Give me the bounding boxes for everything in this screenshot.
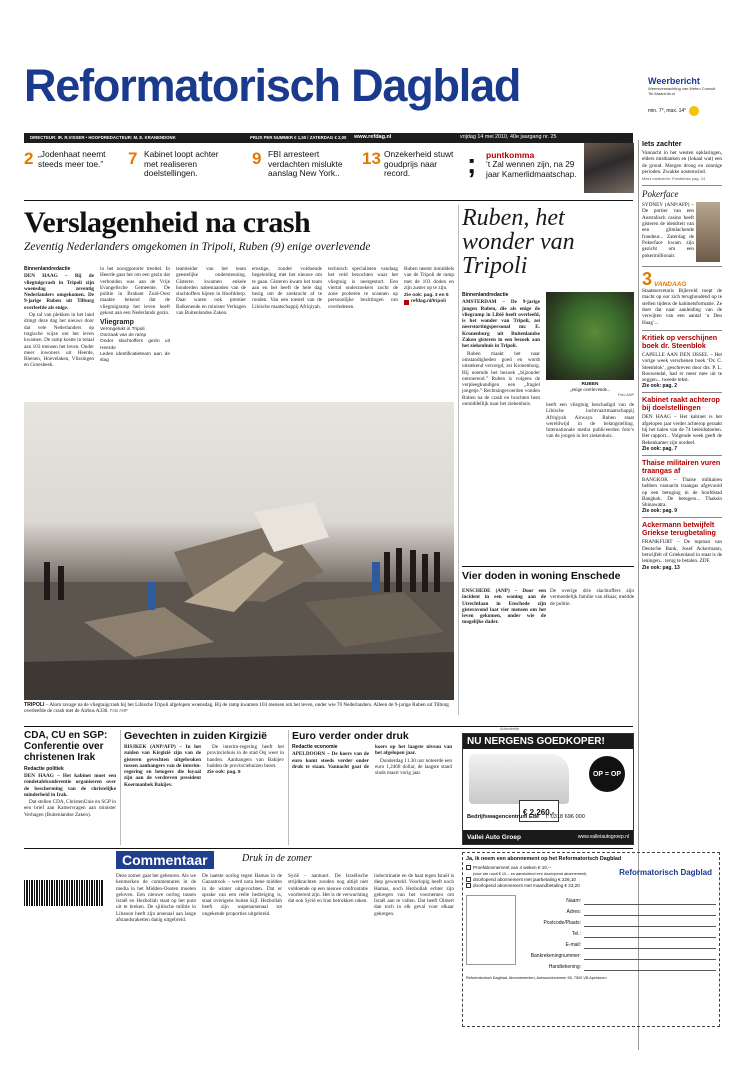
sidebar-item-ref[interactable]: Zie ook: pag. 2 bbox=[642, 383, 678, 390]
main-body: teamleider van het team geestelijke ondersteuning. Gisteren kwamen enkele honderden nabestaanden van de slachtoffers bijeen in Hoofddorp. Daar waren ook premier Balkenende en minister Verhagen van Buitenlandse Zaken. bbox=[176, 266, 246, 317]
teaser-page-number: 2 bbox=[24, 149, 34, 168]
bottom-story-lead: APELDOORN – De koers van de euro komt steeds verder onder druk te staan. Vannacht gaat de koers op het laagste niveau van het afgelopen jaar. bbox=[292, 744, 452, 770]
bottom-story-3[interactable] bbox=[292, 730, 452, 776]
main-body: technisch specialisten vandaag het veld bezochten waar het vliegtuig is neergestort. Een viertal onderzoekers zocht de zone proberen te scannen op persoonlijke bezittingen van overledenen. bbox=[328, 266, 398, 310]
commentaar-title-box bbox=[116, 851, 214, 869]
subscription-option-label: doorlopend abonnement met maandbetaling € 23,20 bbox=[473, 883, 580, 888]
main-story-col-3 bbox=[176, 266, 246, 317]
form-field-label: Tel.: bbox=[571, 930, 581, 937]
photo-caption-text: – Alom ravage na de vliegtuigcrash bij het Libische Tripoli afgelopen woensdag. Bij de ramp kwamen 103 mensen om het leven, onder wie 70 Nederlanders. Alleen de 9-jarige Ruben uit Tilburg overleefde de crash met de Airbus A330. bbox=[24, 702, 449, 715]
teaser-text: Onzekerheid stuwt goudprijs naar record. bbox=[384, 149, 454, 179]
sidebar bbox=[642, 140, 722, 571]
masthead-title: Reformatorisch Dagblad bbox=[24, 60, 521, 111]
sidebar-item-title[interactable]: Ackermann betwijfelt Griekse terugbetaling bbox=[642, 520, 716, 538]
commentaar-col-3 bbox=[288, 873, 368, 905]
iets-zachter-credit: Meer meteoinfo: Pointeinke pag. 14 bbox=[642, 176, 706, 182]
subscription-option-label: Proefabonnement van 4 weken € 10,-- bbox=[473, 865, 552, 870]
weather-box bbox=[648, 76, 720, 116]
main-story-col-2 bbox=[100, 266, 170, 364]
puntkomma-box[interactable] bbox=[486, 150, 582, 179]
subscription-header: Ja, ik neem een abonnement op het Reformatorisch Dagblad bbox=[466, 856, 622, 862]
crash-scene-illustration bbox=[24, 402, 454, 700]
commentaar-col-2 bbox=[202, 873, 282, 918]
puntkomma-icon: ; bbox=[467, 148, 477, 179]
main-story-col-4 bbox=[252, 266, 322, 311]
ad-kicker: Advertentie bbox=[500, 727, 520, 731]
ruben-caption-title: RUBEN bbox=[581, 382, 599, 387]
form-field-label: Adres: bbox=[566, 908, 581, 915]
advertisement[interactable] bbox=[462, 733, 634, 845]
form-field-label: Naam: bbox=[566, 897, 581, 904]
bottom-story-lead: DEN HAAG – Het kabinet moet een rondetafelconferentie organiseren over de bescherming van de christelijke minderheid in Irak. bbox=[24, 773, 116, 798]
ruben-headline[interactable]: Ruben, het wonder van Tripoli bbox=[462, 205, 575, 279]
bottom-story-1[interactable] bbox=[24, 730, 116, 819]
main-photo bbox=[24, 402, 454, 700]
ad-brand: Valleì Auto Groep bbox=[467, 833, 521, 841]
teaser-page-number: 7 bbox=[128, 149, 138, 168]
enschede-col-2 bbox=[550, 588, 634, 608]
ruben-caption-credit: Foto ANP bbox=[617, 393, 634, 398]
vliegramp-item: Leden identificatieteam aan de slag bbox=[100, 351, 170, 364]
weather-temps: min. 7°, max. 14° bbox=[648, 108, 687, 114]
bottom-story-headline: Euro verder onder druk bbox=[292, 730, 409, 742]
pokerface-title: Pokerface bbox=[642, 189, 679, 200]
bottom-story-headline: CDA, CU en SGP: Conferentie over christenen Irak bbox=[24, 730, 108, 763]
masthead-editors: DIRECTEUR: IR. R.VISSER • HOOFDREDACTEUR: M. E. KRANENDONK bbox=[30, 135, 176, 140]
ad-title: NU NERGENS GOEDKOPER! bbox=[463, 734, 633, 749]
enschede-body: De overige drie slachtoffers zijn vermoedelijk familie van elkaar, meldde de politie. bbox=[550, 588, 634, 607]
ad-dealer: Bedrijfswagencentrum Ede bbox=[467, 814, 540, 820]
commentaar-col-1 bbox=[116, 873, 196, 924]
form-field-label: Handtekening: bbox=[548, 963, 581, 970]
teaser-page-number: 13 bbox=[362, 149, 381, 168]
sidebar-item-title[interactable]: Kritiek op verschijnen boek dr. Steenblok bbox=[642, 332, 718, 350]
main-ref-link[interactable] bbox=[404, 299, 454, 305]
enschede-col-1 bbox=[462, 588, 546, 627]
commentaar-subtitle: Druk in de zomer bbox=[242, 853, 312, 864]
arrow-icon bbox=[404, 300, 409, 305]
ad-phone: T: 0318 696 000 bbox=[544, 814, 585, 820]
teaser-1[interactable] bbox=[24, 150, 124, 169]
photo-caption-credit: Foto ANP bbox=[109, 708, 128, 714]
iets-zachter-text: Vannacht in het westen opklaringen, elders mistbanken en (lokaal wat) een de grond. Morgen droog en zonnige perioden. Zwakke oostenwind. bbox=[642, 150, 722, 175]
signature-field[interactable] bbox=[584, 963, 716, 971]
main-headline[interactable]: Verslagenheid na crash bbox=[24, 206, 311, 239]
main-body: ernstige, zonder voldoende begeleiding met het nieuwe om te gaan. Gisteren kwam het team aan en het heeft de hele dag bezig om de zoektocht af te ronden. Van een toestel van de Libische maatschappij Afriqiyah. bbox=[252, 266, 322, 310]
sidebar-item-text: DEN HAAG – Het kabinet is het afgelopen jaar verder achterop geraakt bij het halen van de 74 beleidsdoelen. Het rapport... Volgende week geeft de Rekenkamer zijn oordeel. bbox=[642, 414, 722, 446]
commentaar-title: Commentaar bbox=[122, 852, 208, 868]
checkbox[interactable] bbox=[466, 883, 471, 888]
sidebar-item-title[interactable]: Kabinet raakt achterop bij doelstellingen bbox=[642, 395, 720, 413]
subscription-footer: Reformatorisch Dagblad, Abonnementen, Antwoordnummer 55, 7500 VB Apeldoorn bbox=[466, 976, 607, 980]
subscription-option-note: (voor wie nooit € 10,-- en aansluitend een doorlopend abonnement) bbox=[473, 872, 587, 876]
subscription-option[interactable] bbox=[466, 883, 616, 889]
sidebar-item-text: FRANKFURT – De topman van Deutsche Bank, Josef Ackermann, betwijfelt of Griekenland in staat is de leningen... terug te betalen. ZDF. bbox=[642, 539, 722, 565]
vandaag-text: Staatssecretaris Bijleveld roept de macht op oor zich terughoudend op te stellen tijdens de kabinetsformatie. Ze doet dat naar aanleiding van de verwijten van een aantal ‘a Den Haag’... bbox=[642, 288, 722, 326]
vliegramp-item: Oorzaak van de ramp bbox=[100, 332, 147, 338]
ruben-photo bbox=[546, 292, 634, 380]
sun-icon bbox=[689, 106, 699, 116]
teaser-text: Kabinet loopt achter met realiseren doelstellingen. bbox=[144, 149, 219, 179]
sidebar-item-text: CAPELLE AAN DEN IJSSEL – Het vorige week verschenen boek ‘Dr. C. Steenblok’, geschreven door drs. P. L. Rouwendal, had er meer mee uit te zeggen... tweede tekst. bbox=[642, 351, 722, 384]
subscription-option-label: doorlopend abonnement met jaarbetaling € 226,10 bbox=[473, 877, 576, 882]
vliegramp-title: Vliegramp bbox=[100, 319, 134, 327]
form-field-label: Postcode/Plaats: bbox=[543, 919, 581, 926]
teaser-page-number: 9 bbox=[252, 149, 262, 168]
bottom-story-kicker: Redactie economie bbox=[292, 744, 338, 750]
commentaar-body: Syrië – aantuurt. De Israëlische strijdkrachten zouden nog altijd niet voldoende op een nieuwe confrontatie voorbereid zijn. Het is de verwachting dat ook Syrië en Iran betrokken raken. bbox=[288, 873, 368, 905]
main-story-col-5 bbox=[328, 266, 398, 311]
barcode bbox=[24, 880, 104, 906]
ad-url[interactable]: www.valleiautogroep.nl bbox=[577, 834, 629, 840]
ruben-col-1 bbox=[462, 292, 540, 408]
vandaag-label: VANDAAG bbox=[654, 281, 687, 289]
vliegramp-item: Onder slachtoffers gezin uit Heerde bbox=[100, 339, 170, 351]
vandaag-number: 3 bbox=[642, 269, 653, 290]
bottom-story-headline: Gevechten in zuiden Kirgizië bbox=[124, 730, 267, 742]
ad-van-image bbox=[469, 754, 569, 804]
enschede-headline[interactable]: Vier doden in woning Enschede bbox=[462, 570, 621, 582]
iets-zachter-title: Iets zachter bbox=[642, 139, 682, 148]
main-body: Op tal van plekken in het land dringt deze dag het nieuws door dat vele Nederlanders op tragische wijze om het leven kwamen. De ramp kostte in totaal aan 103 mensen het leven. Onder meer inwoners uit Heerde, Rhenen, Hoevelaken, Vlissingen en Groesbeek. bbox=[24, 312, 95, 369]
main-story-col-1 bbox=[24, 266, 94, 370]
checkbox[interactable] bbox=[466, 877, 471, 882]
ruben-body: Ruben maakt het naar omstandigheden goed en wordt uitstekend verzorgd, zei Kronenburg. Hij noemde het bezoek „bijzonder ontroerend.” Ruben is volgens de verpleegkundigen een „fragiel jongetje.” Rechtsingevoerden vonden Ruben na de crash en brachten hem onmiddellijk naar het ziekenhuis. bbox=[462, 350, 540, 408]
sidebar-item-ref[interactable]: Zie ook: pag. 9 bbox=[642, 508, 678, 515]
main-body: in het noorgpotorte treeltel. In Heerde gaat het om een gezin dat verbonden was aan de Vrije Evangelische Gemeente. De politie in Brabant Zuid-Oost maakte bekend dat de vliegtuigramp het leven heeft gekost aan een Nederlands gezin. bbox=[100, 266, 170, 317]
photo-caption bbox=[24, 702, 454, 715]
postcode-field[interactable] bbox=[584, 919, 716, 927]
ad-badge-text: OP = OP bbox=[592, 770, 622, 778]
checkbox[interactable] bbox=[466, 865, 471, 870]
ruben-col-2 bbox=[546, 402, 634, 441]
main-deck: Zeventig Nederlanders omgekomen in Tripoli, Ruben (9) enige overlevende bbox=[24, 241, 371, 253]
address-field[interactable] bbox=[584, 908, 716, 916]
ruben-photo-caption bbox=[546, 382, 634, 399]
form-field-label: Bankrekeningnummer: bbox=[530, 952, 581, 959]
ad-badge bbox=[589, 756, 625, 792]
bottom-story-text: De interim-regering heeft het provinciehuis in de stad Osj weer in handen. Aanhangers van Bakijev hadden de provinciehuizen bezet. bbox=[207, 744, 284, 769]
main-ref[interactable]: Zie ook: pag. 3 en 5 bbox=[404, 293, 449, 299]
ad-price: € 2.260,- bbox=[523, 808, 555, 817]
main-ref-link-text: refdag.nl/tripoli bbox=[411, 299, 446, 305]
bottom-story-text: Donderdag 11.30 uur noteerde een euro 1,2468 dollar, de laagste stand sinds maart vorig jaar. bbox=[375, 757, 452, 777]
commentaar-body: De laatste oorlog tegen Hamas in de Gazastrook – werd nota bene midden in de winter uitgevochten. Dat er sprake van een reële bedreiging is, staat overigens buiten kijf. Hezbollah heeft zijn wapenarsenaal tot ongekende proporties uitgebreid. bbox=[202, 873, 282, 917]
ruben-kicker: Binnenlandredactie bbox=[462, 292, 509, 298]
puntkomma-photo bbox=[584, 143, 634, 193]
main-kicker: Binnenlandredactie bbox=[24, 266, 71, 272]
main-body: Ruben neemt inmiddels van de Tripoli de ramp met de 103 doden en zijn zuster op te zijn. bbox=[404, 266, 454, 291]
teaser-text: FBI arresteert verdachten mislukte aanslag New York.. bbox=[268, 149, 343, 179]
email-field[interactable] bbox=[584, 941, 716, 949]
bottom-story-text: Dat stellen CDA, ChristenUnie en SGP in een brief aan Kamervragen aan minister Verhagen (Buitenlandse Zaken). bbox=[24, 799, 116, 818]
masthead-date: vrijdag 14 mei 2010, 40e jaargang nr. 25 bbox=[460, 134, 557, 140]
teaser-2[interactable] bbox=[128, 150, 238, 179]
enschede-lead: ENSCHEDE (ANP) – Door een incident in een woning aan de Utrechtlaan in Enschede zijn gisteravond laat vier mensen om het leven gekomen, onder wie de mogelijke dader. bbox=[462, 588, 546, 626]
bottom-story-ref[interactable]: Zie ook: pag. 9 bbox=[207, 770, 241, 776]
teaser-text: „Jodenhaat neemt steeds meer toe.” bbox=[38, 149, 106, 169]
masthead-url[interactable]: www.refdag.nl bbox=[354, 134, 392, 140]
sidebar-item-ref[interactable]: Zie ook: pag. 7 bbox=[642, 445, 678, 452]
weather-sub: Weersverwachting van Meteo Consult Tel-Maaninfo.nl bbox=[648, 86, 716, 96]
commentaar-body: Deze zomer gaat het gebeuren. Als we kenmerken de commentaren in de media in het Midden-Oosten moeten geloven. Een nieuwe oorlog tussen Israël en Hezbollah staat op het punt uit te breken. De sjiitische militie in Libanon heeft zijn arsenaal aan lange afstandsraketten danig uitgebreid. bbox=[116, 873, 196, 924]
subscription-logo: Reformatorisch Dagblad bbox=[619, 868, 712, 877]
weather-title: Weerbericht bbox=[648, 76, 700, 86]
sidebar-item-title[interactable]: Thaise militairen vuren traangas af bbox=[642, 457, 721, 475]
sidebar-item-ref[interactable]: Zie ook: pag. 13 bbox=[642, 564, 680, 571]
postage-stamp bbox=[466, 895, 516, 965]
phone-field[interactable] bbox=[584, 930, 716, 938]
main-story-col-6 bbox=[404, 266, 454, 306]
commentaar-col-4 bbox=[374, 873, 454, 918]
pokerface-text: SYDNEY (ANP/AFP) – De portier van een Australisch casino heeft gisteren de identiteit van een glimlachende fraudeur... Zaterdag de Pokerface kwam zijn gezicht om een pokermillionair. bbox=[642, 202, 694, 259]
bottom-story-kicker: Redactie politiek bbox=[24, 766, 64, 772]
sidebar-item-text: BANGKOK – Thaise militairen hebben vannacht traangas afgevuurd op een betoging in de hoofdstad Bangkok. De betogers... Thaksin Shinawatra. bbox=[642, 476, 722, 509]
puntkomma-text: ‘t Zal wennen zijn, na 29 jaar Kamerlidmaatschap. bbox=[486, 160, 577, 179]
main-lead: DEN HAAG – Bij de vliegtuigcrash in Tripoli zijn woensdag zeventig Nederlanders omgekomen. De 9-jarige Ruben uit Tilburg overleefde als enige. bbox=[24, 273, 94, 311]
photo-caption-label: TRIPOLI bbox=[24, 702, 45, 708]
ruben-lead: AMSTERDAM – De 9-jarige jongen Ruben, die als enige de vliegramp in Libië heeft overleefd, is het wonder van Tripoli, zei neerstortingspersonal mr. E. Kronenburg uit Buitenlandse Zaken gisteren in een bezoek aan het ziekenhuis in Tripoli. bbox=[462, 299, 540, 350]
bottom-story-2[interactable] bbox=[124, 730, 284, 788]
vliegramp-box bbox=[100, 320, 170, 364]
form-field-label: E-mail: bbox=[565, 941, 581, 948]
bottom-story-lead: BISJKEK (ANP/AFP) – In het zuiden van Kirgizië zijn van de gisteren gevechten uitgebroken tussen aanhangers van de interim-regering en betogers die loyaal zijn aan de verdreven president Koermanbek Bakijev. bbox=[124, 744, 201, 788]
teaser-3[interactable] bbox=[252, 150, 362, 179]
ruben-caption-text: „enige overlevende... bbox=[569, 387, 611, 393]
bank-account-field[interactable] bbox=[584, 952, 716, 960]
masthead-price: PRIJS PER NUMMER € 1,50 / ZATERDAG € 2,00 bbox=[250, 135, 347, 140]
ruben-body: heeft een vliegtuig beschadigd van de Libische luchtvaartmaatschappij Afriqiyah Airways. Ruben staat wereldwijd in de belangstelling. Internationale media publiceerden foto’s van de jongen in het ziekenhuis. bbox=[546, 402, 634, 440]
vliegramp-item: Verongelukt in Tripoli bbox=[100, 326, 145, 332]
puntkomma-title: puntkomma bbox=[486, 150, 535, 160]
pokerface-photo bbox=[696, 202, 720, 262]
teaser-4[interactable] bbox=[362, 150, 462, 179]
name-field[interactable] bbox=[584, 897, 716, 905]
subscription-coupon[interactable] bbox=[462, 852, 720, 1027]
commentaar-body: indoctrinatie en de haat tegen Israël is diep geworteld. Voorlopig heeft noch Hamas, noch Hezbollah echter zijn gekregen van het voornemen om Israël aan te vallen. Dat heeft Olmert dan toch in elk geval voor elkaar gekregen. bbox=[374, 873, 454, 917]
